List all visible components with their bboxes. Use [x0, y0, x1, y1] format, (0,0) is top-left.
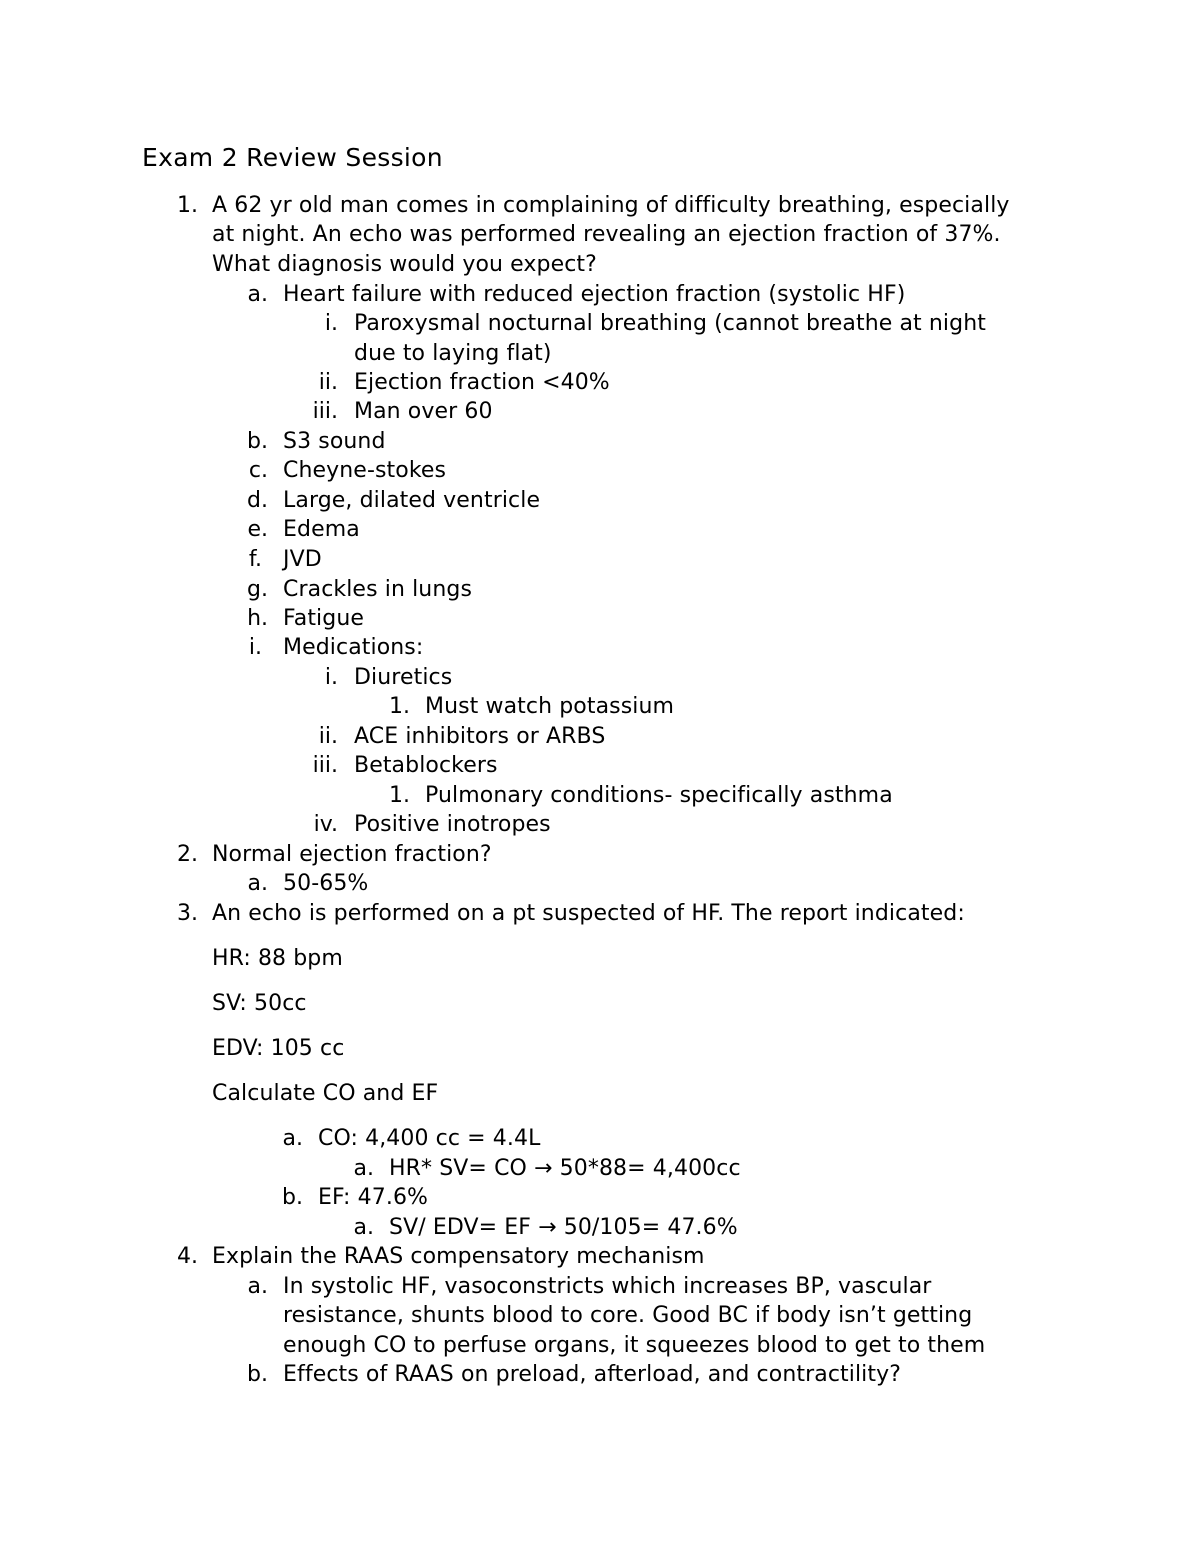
q1c-marker: c. [248, 458, 268, 483]
q1a-iii-marker: iii. [312, 399, 338, 424]
q4b-text: Effects of RAAS on preload, afterload, and contractility? [283, 1362, 901, 1387]
q1i-i-text: Diuretics [354, 665, 453, 690]
q3a-sub-marker: a. [353, 1156, 374, 1181]
q1g-text: Crackles in lungs [283, 577, 473, 602]
q3-marker: 3. [177, 901, 198, 926]
q1i-ii-marker: ii. [318, 724, 338, 749]
q1b-text: S3 sound [283, 429, 386, 454]
q1-text-line1: A 62 yr old man comes in complaining of difficulty breathing, especially [212, 193, 1010, 218]
q1-text-line3: What diagnosis would you expect? [212, 252, 597, 277]
q3-sv: SV: 50cc [212, 991, 307, 1016]
q1i-i-marker: i. [324, 665, 338, 690]
q3b-sub-text: SV/ EDV= EF → 50/105= 47.6% [389, 1215, 738, 1240]
q2-text: Normal ejection fraction? [212, 842, 492, 867]
q1i-iii-1-text: Pulmonary conditions- specifically asthma [425, 783, 893, 808]
q4-text: Explain the RAAS compensatory mechanism [212, 1244, 705, 1269]
q1-text-line2: at night. An echo was performed revealing an ejection fraction of 37%. [212, 222, 1001, 247]
q3b-text: EF: 47.6% [318, 1185, 429, 1210]
q1g-marker: g. [247, 577, 268, 602]
q1h-marker: h. [247, 606, 268, 631]
q4a-marker: a. [247, 1274, 268, 1299]
q1h-text: Fatigue [283, 606, 364, 631]
q4a-text-line3: enough CO to perfuse organs, it squeezes blood to get to them [283, 1333, 986, 1358]
q1a-marker: a. [247, 282, 268, 307]
q1d-text: Large, dilated ventricle [283, 488, 541, 513]
q1i-iv-text: Positive inotropes [354, 812, 551, 837]
q1i-i-1-text: Must watch potassium [425, 694, 675, 719]
q4a-text-line1: In systolic HF, vasoconstricts which increases BP, vascular [283, 1274, 932, 1299]
q3-text: An echo is performed on a pt suspected of HF. The report indicated: [212, 901, 965, 926]
q3a-sub-text: HR* SV= CO → 50*88= 4,400cc [389, 1156, 741, 1181]
q1e-text: Edema [283, 517, 360, 542]
q3b-sub-marker: a. [353, 1215, 374, 1240]
q2-marker: 2. [177, 842, 198, 867]
q1i-ii-text: ACE inhibitors or ARBS [354, 724, 606, 749]
q4b-marker: b. [247, 1362, 268, 1387]
q1i-iii-1-marker: 1. [389, 783, 410, 808]
q1i-iii-marker: iii. [312, 753, 338, 778]
q2a-marker: a. [247, 871, 268, 896]
q4-marker: 4. [177, 1244, 198, 1269]
q1f-text: JVD [283, 547, 322, 572]
q1i-iv-marker: iv. [313, 812, 338, 837]
q1a-ii-marker: ii. [318, 370, 338, 395]
q1i-text: Medications: [283, 635, 424, 660]
q1c-text: Cheyne-stokes [283, 458, 447, 483]
q1d-marker: d. [247, 488, 268, 513]
q3-calc: Calculate CO and EF [212, 1081, 439, 1106]
q3b-marker: b. [282, 1185, 303, 1210]
q1i-i-1-marker: 1. [389, 694, 410, 719]
q1-marker: 1. [177, 193, 198, 218]
q1e-marker: e. [247, 517, 268, 542]
q1a-i-text-line1: Paroxysmal nocturnal breathing (cannot breathe at night [354, 311, 986, 336]
q1a-iii-text: Man over 60 [354, 399, 493, 424]
q3-hr: HR: 88 bpm [212, 946, 343, 971]
q3a-text: CO: 4,400 cc = 4.4L [318, 1126, 541, 1151]
q4a-text-line2: resistance, shunts blood to core. Good BC if body isn’t getting [283, 1303, 973, 1328]
q1a-i-marker: i. [324, 311, 338, 336]
q1a-text: Heart failure with reduced ejection fraction (systolic HF) [283, 282, 906, 307]
q1b-marker: b. [247, 429, 268, 454]
q1i-iii-text: Betablockers [354, 753, 498, 778]
q1a-ii-text: Ejection fraction <40% [354, 370, 610, 395]
q2a-text: 50-65% [283, 871, 369, 896]
q3-edv: EDV: 105 cc [212, 1036, 345, 1061]
document-title: Exam 2 Review Session [142, 143, 443, 172]
q1f-marker: f. [248, 547, 262, 572]
q3a-marker: a. [282, 1126, 303, 1151]
q1a-i-text-line2: due to laying flat) [354, 341, 552, 366]
q1i-marker: i. [248, 635, 262, 660]
